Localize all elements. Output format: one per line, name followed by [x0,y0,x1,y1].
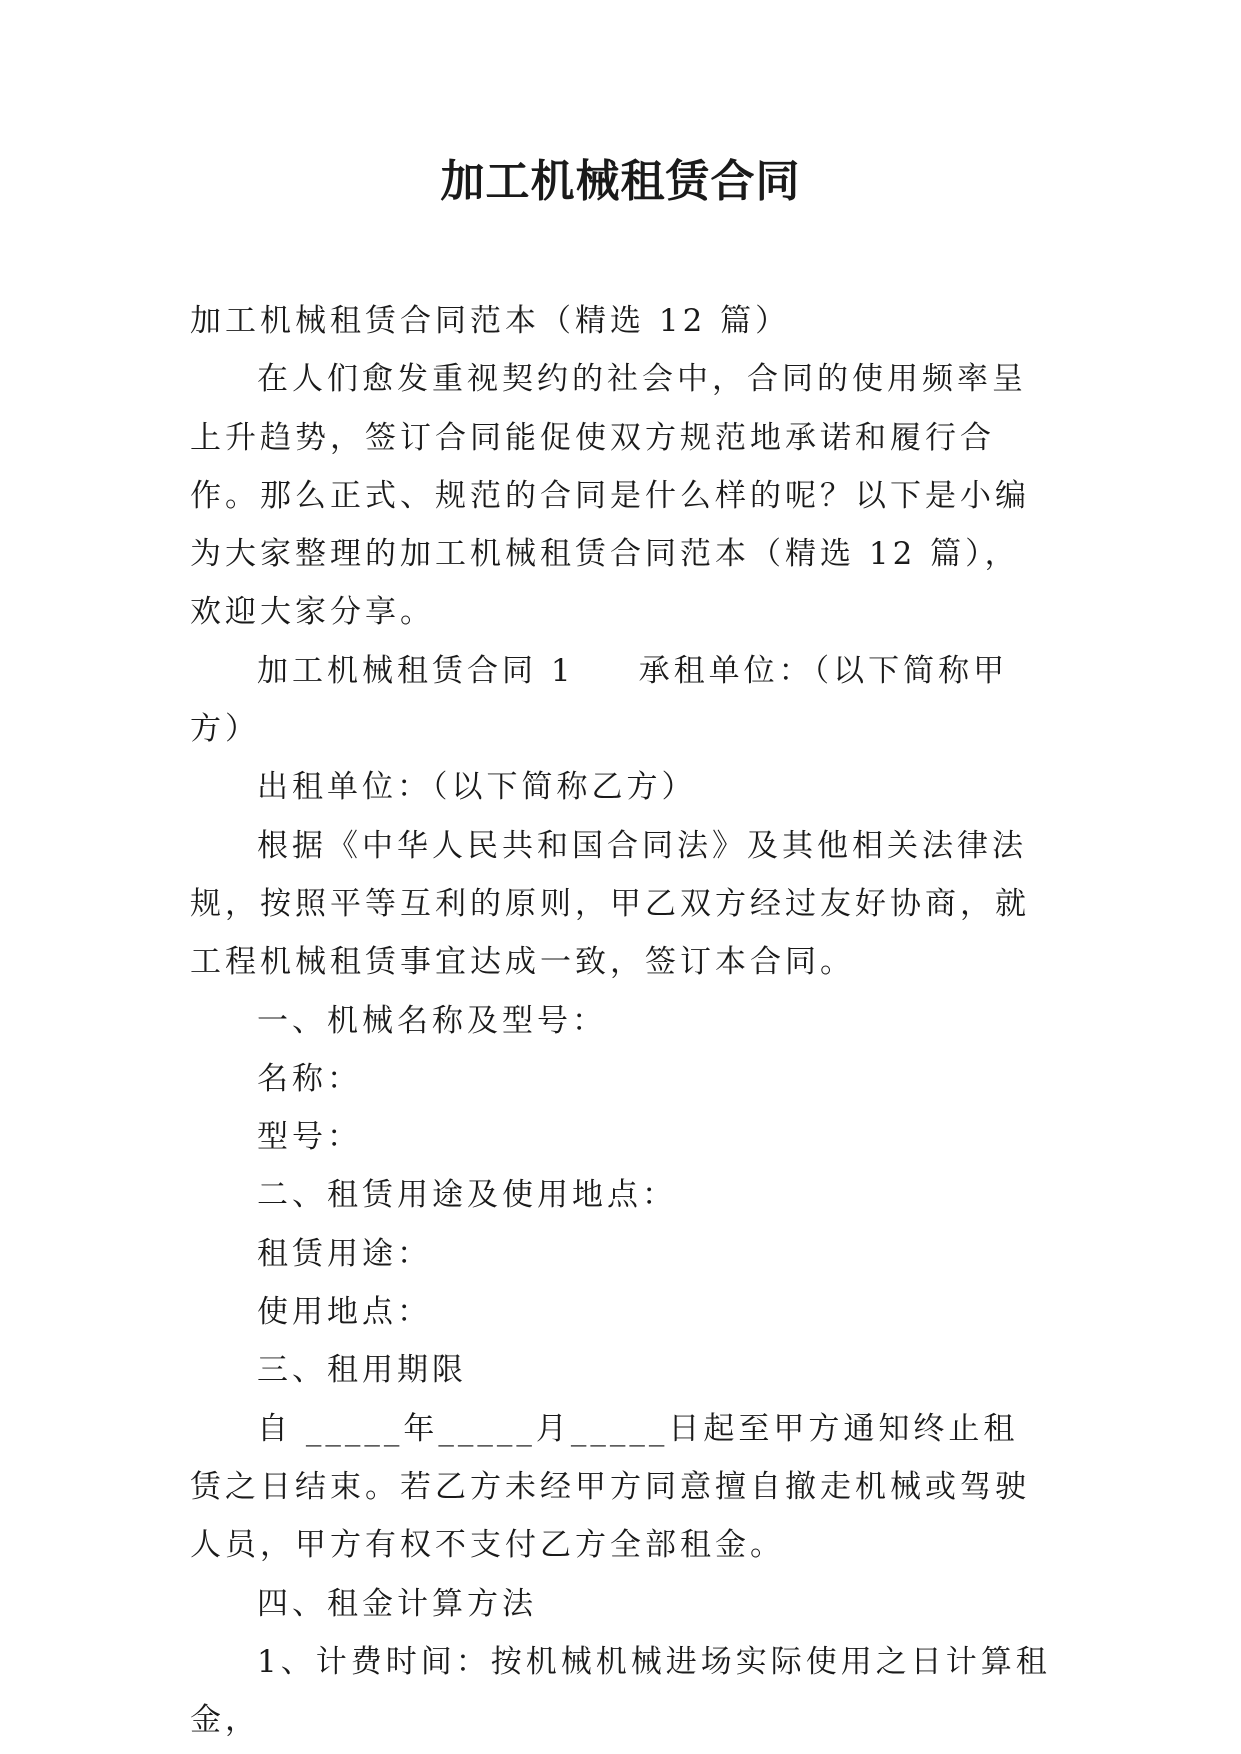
lessor-line: 出租单位：（以下简称乙方） [257,769,697,806]
document-title: 加工机械租赁合同 [440,156,801,207]
name-label: 名称： [257,1060,362,1097]
subtitle: 加工机械租赁合同范本（精选 12 篇） [190,303,791,339]
item-1-paragraph: 1、计费时间：按机械机械进场实际使用之日计算租金， [190,1643,1051,1739]
intro-paragraph: 在人们愈发重视契约的社会中，合同的使用频率呈上升趋势，签订合同能促使双方规范地承诺和履行合作。那么正式、规范的合同是什么样的呢？以下是小编为大家整理的加工机械租赁合同范本（精选 12 篇），欢迎大家分享。 [190,361,1030,631]
preamble-paragraph: 根据《中华人民共和国合同法》及其他相关法律法规，按照平等互利的原则，甲乙双方经过友好协商，就工程机械租赁事宜达成一致，签订本合同。 [190,827,1030,981]
contract-heading: 加工机械租赁合同 1 [257,652,575,689]
model-label: 型号： [257,1119,362,1156]
section-4-title: 四、租金计算方法 [257,1585,537,1622]
contract-heading-line [190,642,1052,759]
purpose-label: 租赁用途： [257,1235,432,1272]
document-body [190,292,1052,1749]
section-2-title: 二、租赁用途及使用地点： [257,1177,677,1214]
location-label: 使用地点： [257,1294,432,1331]
lessee-line: 承租单位：（以下简称甲方） [190,652,1009,748]
section-1-title: 一、机械名称及型号： [257,1002,607,1039]
section-3-title: 三、租用期限 [257,1352,467,1389]
term-paragraph: 自 _____年_____月_____日起至甲方通知终止租赁之日结束。若乙方未经甲方同意擅自撤走机械或驾驶人员，甲方有权不支付乙方全部租金。 [190,1410,1030,1564]
